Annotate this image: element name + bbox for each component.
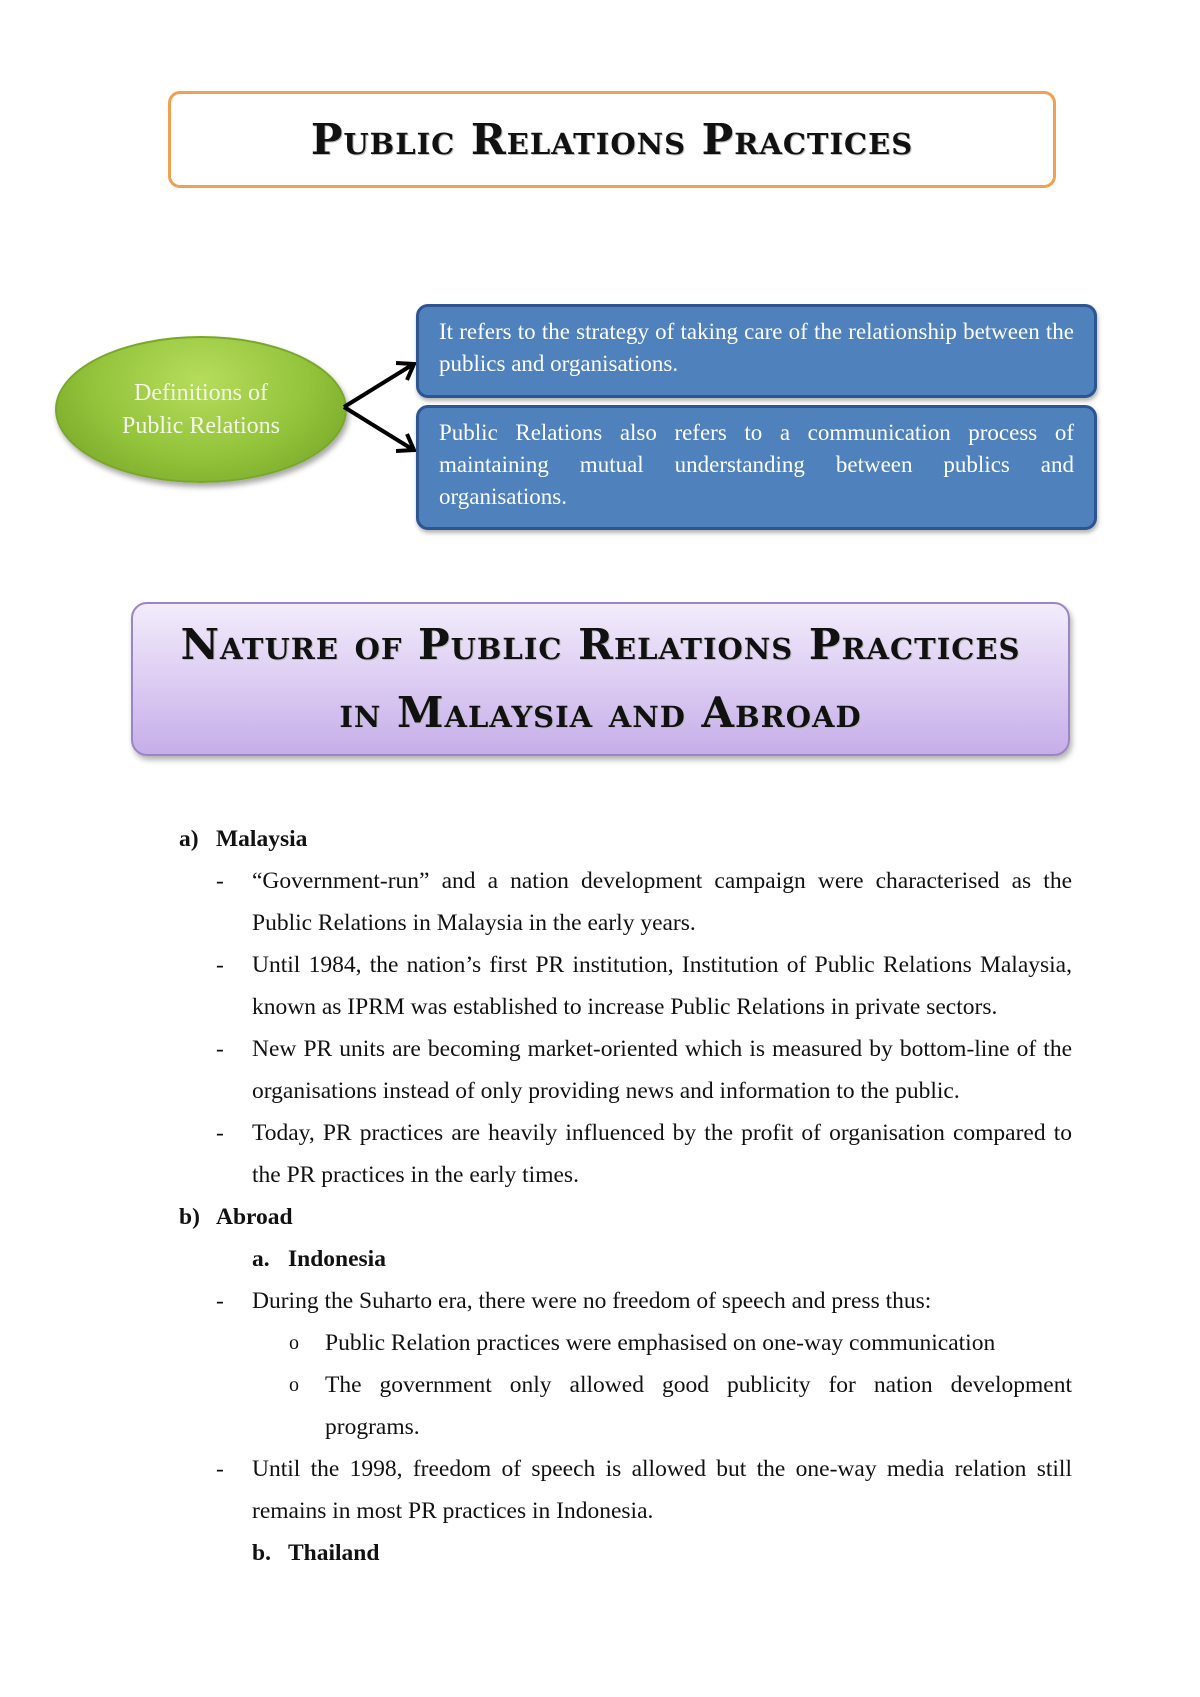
list-item-text: Until 1984, the nation’s first PR institution, Institution of Public Relations Malaysia, known as IPRM was established to increase Public Relations in private sectors. <box>252 952 1072 1020</box>
dash-bullet: - <box>216 868 224 894</box>
list-item <box>0 1448 1072 1532</box>
list-item-text: Today, PR practices are heavily influenced by the profit of organisation compared to the PR practices in the early times. <box>252 1120 1072 1188</box>
dash-bullet: - <box>216 1036 224 1062</box>
section-heading-malaysia <box>0 818 1200 860</box>
definition-box-2: Public Relations also refers to a communication process of maintaining mutual understanding between publics and organisations. <box>416 405 1097 530</box>
sub-list-item-text: The government only allowed good publicity for nation development programs. <box>325 1372 1072 1440</box>
subsection-title: Indonesia <box>288 1246 386 1272</box>
circle-bullet-icon: o <box>289 1332 299 1354</box>
page-title: Public Relations Practices <box>310 115 914 164</box>
nature-heading-line2: in Malaysia and Abroad <box>339 688 862 737</box>
section-marker: a) <box>179 826 199 852</box>
section-heading-abroad <box>0 1196 1200 1238</box>
definitions-label <box>101 377 301 443</box>
definitions-label-line1: Definitions of <box>134 379 268 406</box>
subsection-marker: b. <box>252 1540 271 1566</box>
definitions-label-line2: Public Relations <box>122 412 280 439</box>
list-item-text: Until the 1998, freedom of speech is allowed but the one-way media relation still remains in most PR practices in Indonesia. <box>252 1456 1072 1524</box>
list-item-text: New PR units are becoming market-oriented which is measured by bottom-line of the organisations instead of only providing news and information to the public. <box>252 1036 1072 1104</box>
subsection-heading-thailand <box>0 1532 1200 1574</box>
section-marker: b) <box>179 1204 200 1230</box>
definition-box-1: It refers to the strategy of taking care of the relationship between the publics and organisations. <box>416 304 1097 398</box>
subsection-marker: a. <box>252 1246 270 1272</box>
nature-heading-line1: Nature of Public Relations Practices <box>180 620 1021 669</box>
sub-list-item <box>0 1322 1072 1364</box>
subsection-title: Thailand <box>288 1540 380 1566</box>
section-title: Malaysia <box>216 826 308 852</box>
nature-heading-box <box>131 602 1070 756</box>
dash-bullet: - <box>216 1120 224 1146</box>
dash-bullet: - <box>216 1456 224 1482</box>
definitions-ellipse <box>55 336 347 483</box>
list-item <box>0 1280 1072 1322</box>
list-item-text: “Government-run” and a nation development campaign were characterised as the Public Relations in Malaysia in the early years. <box>252 868 1072 936</box>
circle-bullet-icon: o <box>289 1374 299 1396</box>
list-item <box>0 944 1072 1028</box>
list-item <box>0 860 1072 944</box>
section-title: Abroad <box>216 1204 293 1230</box>
dash-bullet: - <box>216 952 224 978</box>
subsection-heading-indonesia <box>0 1238 1200 1280</box>
list-item <box>0 1112 1072 1196</box>
sub-list-item <box>0 1364 1072 1448</box>
dash-bullet: - <box>216 1288 224 1314</box>
body-content <box>0 818 1200 1574</box>
list-item-text: During the Suharto era, there were no freedom of speech and press thus: <box>252 1288 932 1314</box>
list-item <box>0 1028 1072 1112</box>
sub-list-item-text: Public Relation practices were emphasised on one-way communication <box>325 1330 996 1356</box>
title-box <box>168 91 1056 188</box>
branch-arrows-icon <box>340 355 420 460</box>
